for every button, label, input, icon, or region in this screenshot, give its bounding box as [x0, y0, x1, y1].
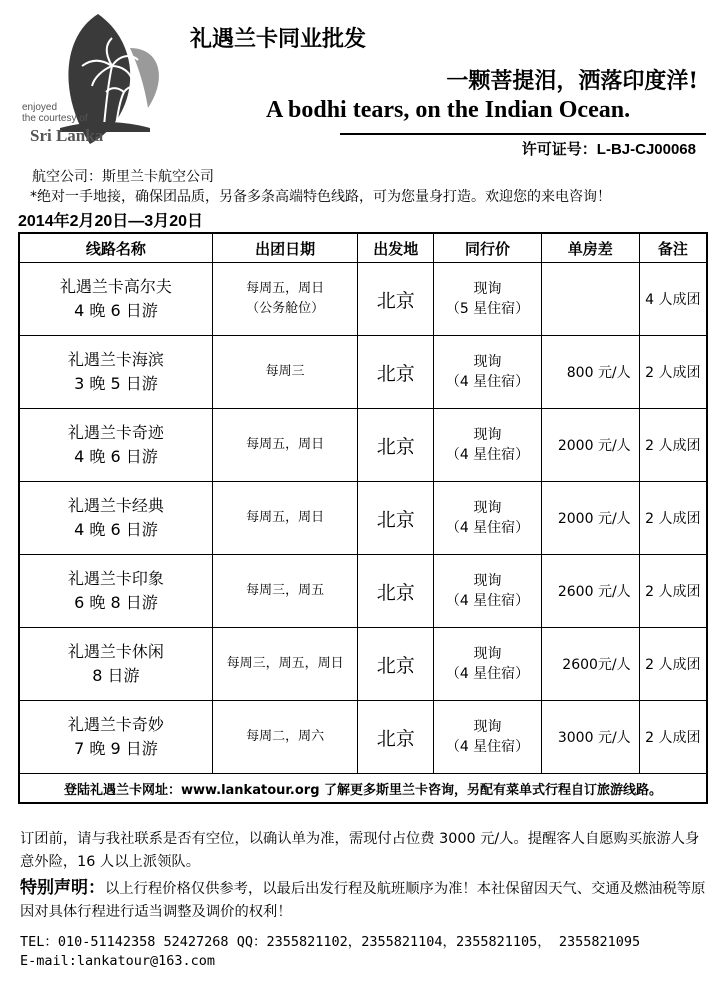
header-trade-price: 同行价 [434, 233, 542, 263]
departure-days: 每周三，周五 [246, 583, 325, 598]
header-origin: 出发地 [358, 233, 434, 263]
supplement-cell [541, 263, 639, 336]
header-departure-dates: 出团日期 [212, 233, 358, 263]
hotel-rating: （4 星住宿） [445, 666, 530, 682]
remark-cell: 2 人成团 [639, 628, 707, 701]
route-name-cell [19, 555, 212, 628]
remark-cell: 2 人成团 [639, 336, 707, 409]
route-name-cell [19, 701, 212, 774]
price-cell [434, 263, 542, 336]
supplement-cell: 2000 元/人 [541, 482, 639, 555]
departure-note: （公务舱位） [246, 301, 325, 316]
logo-text-enjoyed: enjoyed [22, 102, 58, 113]
departure-dates-cell [212, 701, 358, 774]
table-row [19, 701, 707, 774]
supplement-cell: 2600元/人 [541, 628, 639, 701]
table-row [19, 336, 707, 409]
routes-table [18, 232, 708, 804]
route-duration: 6 晚 8 日游 [74, 593, 158, 612]
route-name-cell [19, 482, 212, 555]
route-name-cell [19, 628, 212, 701]
departure-days: 每周五，周日 [246, 437, 325, 452]
price-value: 现询 [473, 646, 502, 662]
remark-cell: 4 人成团 [639, 263, 707, 336]
route-name: 礼遇兰卡海滨 [67, 350, 164, 369]
departure-dates-cell [212, 555, 358, 628]
departure-dates-cell [212, 263, 358, 336]
departure-dates-cell [212, 336, 358, 409]
contact-info: TEL：010-51142358 52427268 QQ：2355821102，2355821104，2355821105， 2355821095 [20, 934, 641, 950]
price-value: 现询 [473, 500, 502, 516]
price-value: 现询 [473, 573, 502, 589]
table-footer-row [19, 774, 707, 804]
airline-info: 航空公司：斯里兰卡航空公司 [32, 169, 214, 185]
route-name: 礼遇兰卡奇妙 [67, 715, 164, 734]
slogan-english: A bodhi tears, on the Indian Ocean. [266, 97, 631, 123]
logo-text-courtesy: the courtesy [22, 113, 77, 124]
sri-lanka-logo [20, 8, 170, 148]
license-number: 许可证号：L-BJ-CJ00068 [521, 141, 696, 158]
table-row [19, 628, 707, 701]
route-duration: 7 晚 9 日游 [74, 739, 158, 758]
route-name: 礼遇兰卡印象 [67, 569, 164, 588]
route-name: 礼遇兰卡奇迹 [67, 423, 164, 442]
route-name: 礼遇兰卡高尔夫 [59, 277, 172, 296]
price-cell [434, 482, 542, 555]
page-title: 礼遇兰卡同业批发 [190, 26, 367, 52]
price-value: 现询 [473, 354, 502, 370]
remark-cell: 2 人成团 [639, 701, 707, 774]
departure-days: 每周五，周日 [246, 510, 325, 525]
origin-cell: 北京 [358, 701, 434, 774]
origin-cell: 北京 [358, 409, 434, 482]
route-duration: 4 晚 6 日游 [74, 447, 158, 466]
price-value: 现询 [473, 427, 502, 443]
date-range: 2014年2月20日—3月20日 [18, 213, 203, 230]
origin-cell: 北京 [358, 263, 434, 336]
table-row [19, 409, 707, 482]
departure-days: 每周五，周日 [246, 281, 325, 296]
price-cell [434, 628, 542, 701]
price-cell [434, 555, 542, 628]
special-statement [20, 877, 710, 924]
departure-dates-cell [212, 409, 358, 482]
special-statement-label: 特别声明： [20, 878, 105, 898]
price-value: 现询 [473, 281, 502, 297]
route-name-cell [19, 336, 212, 409]
hotel-rating: （4 星住宿） [445, 447, 530, 463]
header-single-supplement: 单房差 [541, 233, 639, 263]
website-info: 登陆礼遇兰卡网址：www.lankatour.org 了解更多斯里兰卡咨询，另配有菜单式行程自订旅游线路。 [19, 774, 707, 804]
hotel-rating: （4 星住宿） [445, 374, 530, 390]
departure-days: 每周二，周六 [246, 729, 325, 744]
departure-days: 每周三，周五，周日 [226, 656, 344, 671]
departure-dates-cell [212, 628, 358, 701]
supplement-cell: 3000 元/人 [541, 701, 639, 774]
route-name: 礼遇兰卡经典 [67, 496, 164, 515]
special-statement-text: 以上行程价格仅供参考，以最后出发行程及航班顺序为准！本社保留因天气、交通及燃油税等原因对具体行程进行适当调整及调价的权利！ [20, 881, 706, 920]
price-cell [434, 701, 542, 774]
hotel-rating: （4 星住宿） [445, 739, 530, 755]
origin-cell: 北京 [358, 336, 434, 409]
slogan-chinese: 一颗菩提泪，洒落印度洋! [446, 68, 698, 94]
header-divider [340, 133, 706, 135]
hotel-rating: （4 星住宿） [445, 593, 530, 609]
origin-cell: 北京 [358, 628, 434, 701]
table-row [19, 263, 707, 336]
route-duration: 8 日游 [92, 666, 140, 685]
route-duration: 3 晚 5 日游 [74, 374, 158, 393]
hotel-rating: （4 星住宿） [445, 520, 530, 536]
header-route-name: 线路名称 [19, 233, 212, 263]
price-value: 现询 [473, 719, 502, 735]
price-cell [434, 336, 542, 409]
supplement-cell: 2000 元/人 [541, 409, 639, 482]
route-name-cell [19, 409, 212, 482]
booking-notice: 订团前，请与我社联系是否有空位，以确认单为准，需现付占位费 3000 元/人。提醒客人自愿购买旅游人身意外险，16 人以上派领队。 [20, 831, 700, 870]
hotel-rating: （5 星住宿） [445, 301, 530, 317]
service-note: *绝对一手地接，确保团品质，另备多条高端特色线路，可为您量身打造。欢迎您的来电咨询！ [30, 189, 611, 205]
origin-cell: 北京 [358, 482, 434, 555]
table-row [19, 555, 707, 628]
route-duration: 4 晚 6 日游 [74, 301, 158, 320]
remark-cell: 2 人成团 [639, 409, 707, 482]
route-duration: 4 晚 6 日游 [74, 520, 158, 539]
table-header-row [19, 233, 707, 263]
supplement-cell: 800 元/人 [541, 336, 639, 409]
email-info: E-mail:lankatour@163.com [20, 953, 216, 969]
logo-text-of: of [79, 113, 88, 124]
route-name-cell [19, 263, 212, 336]
logo-brand: Sri Lanka [30, 126, 104, 145]
remark-cell: 2 人成团 [639, 482, 707, 555]
supplement-cell: 2600 元/人 [541, 555, 639, 628]
table-row [19, 482, 707, 555]
header-remarks: 备注 [639, 233, 707, 263]
price-cell [434, 409, 542, 482]
departure-days: 每周三 [265, 364, 305, 379]
remark-cell: 2 人成团 [639, 555, 707, 628]
origin-cell: 北京 [358, 555, 434, 628]
route-name: 礼遇兰卡休闲 [67, 642, 164, 661]
departure-dates-cell [212, 482, 358, 555]
